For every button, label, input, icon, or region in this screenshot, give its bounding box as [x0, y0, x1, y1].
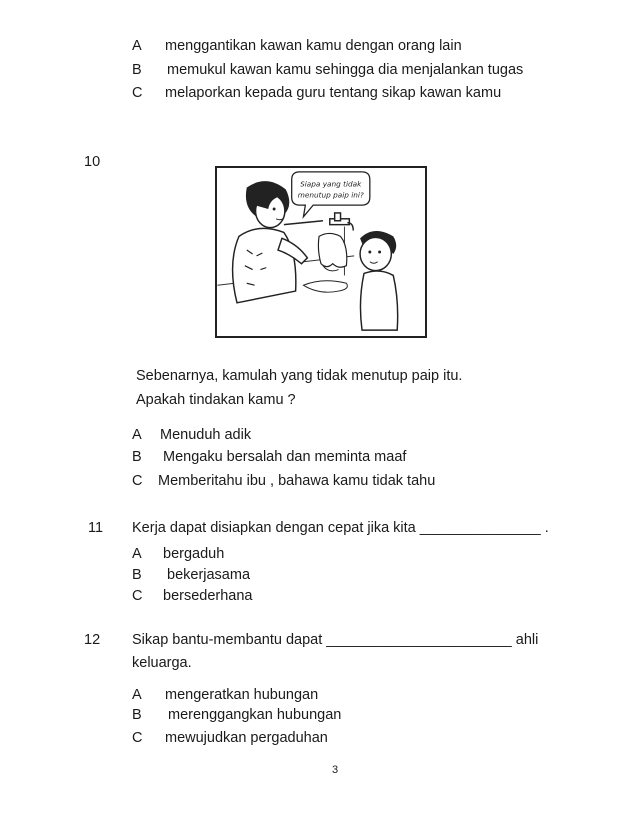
q12-option-a-letter: A	[132, 687, 142, 703]
q10-option-b-letter: B	[132, 449, 142, 465]
q11-option-c-text: bersederhana	[163, 588, 253, 604]
q12-option-b-letter: B	[132, 707, 142, 723]
q11-option-b-letter: B	[132, 567, 142, 583]
q10-option-b-text: Mengaku bersalah dan meminta maaf	[163, 449, 407, 465]
q11-option-a-text: bergaduh	[163, 546, 225, 562]
speech-bubble-line-1: Siapa yang tidak	[300, 179, 362, 189]
q10-statement: Sebenarnya, kamulah yang tidak menutup paip itu.	[136, 368, 463, 384]
q11-question: Kerja dapat disiapkan dengan cepat jika kita _______________ .	[132, 520, 549, 536]
q10-number: 10	[84, 154, 101, 170]
q9-option-b-letter: B	[132, 62, 142, 78]
q12-option-a-text: mengeratkan hubungan	[165, 687, 319, 703]
q10-question: Apakah tindakan kamu ?	[136, 392, 296, 408]
q10-illustration	[215, 166, 427, 338]
mother-and-child-tap-illustration	[217, 168, 425, 336]
q12-number: 12	[84, 632, 101, 648]
q10-option-a-text: Menuduh adik	[160, 427, 252, 443]
q11-option-a-letter: A	[132, 546, 142, 562]
q12-option-c-text: mewujudkan pergaduhan	[165, 730, 328, 746]
q12-question-line-1: Sikap bantu-membantu dapat _______________________ ahli	[132, 632, 539, 648]
q9-option-c-text: melaporkan kepada guru tentang sikap kawan kamu	[165, 85, 502, 101]
q9-option-c-letter: C	[132, 85, 143, 101]
speech-bubble-line-2: menutup paip ini?	[297, 190, 364, 200]
q11-option-c-letter: C	[132, 588, 143, 604]
q9-option-a-letter: A	[132, 38, 142, 54]
q9-option-b-text: memukul kawan kamu sehingga dia menjalankan tugas	[167, 62, 524, 78]
q10-option-a-letter: A	[132, 427, 142, 443]
q12-option-b-text: merenggangkan hubungan	[168, 707, 342, 723]
page-number: 3	[332, 764, 339, 776]
q10-option-c-text: Memberitahu ibu , bahawa kamu tidak tahu	[158, 473, 436, 489]
q11-option-b-text: bekerjasama	[167, 567, 251, 583]
q10-option-c-letter: C	[132, 473, 143, 489]
q12-question-line-2: keluarga.	[132, 655, 192, 671]
q11-number: 11	[88, 520, 104, 536]
q9-option-a-text: menggantikan kawan kamu dengan orang lain	[165, 38, 462, 54]
q12-option-c-letter: C	[132, 730, 143, 746]
